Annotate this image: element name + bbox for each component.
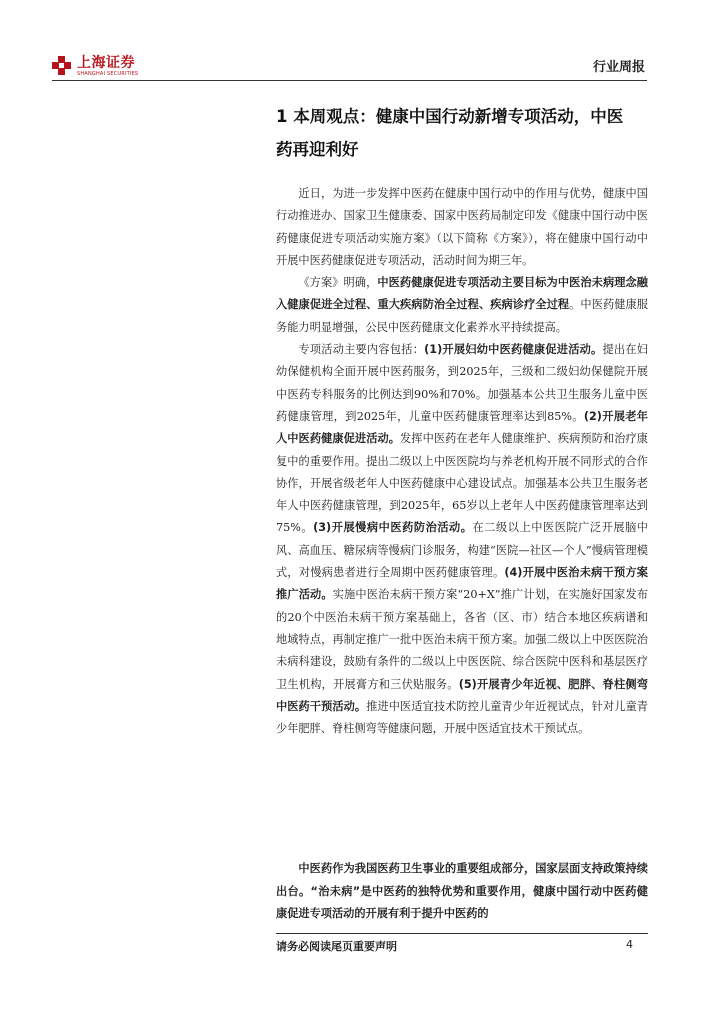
paragraph-intro: 近日，为进一步发挥中医药在健康中国行动中的作用与优势，健康中国行动推进办、国家卫生健康委、国家中医药局制定印发《健康中国行动中医药健康促进专项活动实施方案》（以下简称《方案》），将在健康中国行动中开展中医药健康促进专项活动，活动时间为期三年。 bbox=[276, 187, 648, 267]
goals-tail: 。中医药健康服务能力明显增强，公民中医药健康文化素养水平持续提高。 bbox=[276, 298, 648, 334]
logo-english-name: SHANGHAI SECURITIES bbox=[77, 71, 139, 77]
goals-emphasis: 中医药健康促进专项活动主要目标为中医治未病理念融入健康促进全过程、重大疾病防治全过程、疾病诊疗全过程 bbox=[276, 276, 648, 312]
activity-2-text: 发挥中医药在老年人健康维护、疾病预防和治疗康复中的重要作用。提出二级以上中医医院均与养老机构开展不同形式的合作协作，开展省级老年人中医药健康中心建设试点。加强基本公共卫生服务老年人中医药健康管理，到2025年，65岁以上老年人中医药健康管理率达到75%。 bbox=[276, 432, 648, 535]
activities-lead: 专项活动主要内容包括： bbox=[298, 343, 425, 357]
paragraph-goals bbox=[276, 272, 648, 339]
header-divider bbox=[52, 80, 647, 81]
report-type-label: 行业周报 bbox=[592, 60, 645, 75]
page-number: 4 bbox=[626, 938, 633, 951]
activity-1-title: (1)开展妇幼中医药健康促进活动。 bbox=[424, 343, 603, 357]
section-heading-line2: 药再迎利好 bbox=[276, 140, 359, 159]
section-heading bbox=[276, 100, 648, 166]
summary-text: 中医药作为我国医药卫生事业的重要组成部分，国家层面支持政策持续出台。“治未病”是中医药的独特优势和重要作用，健康中国行动中医药健康促进专项活动的开展有利于提升中医药的 bbox=[276, 862, 648, 920]
body-text bbox=[276, 183, 648, 740]
activity-3-title: (3)开展慢病中医药防治活动。 bbox=[313, 521, 473, 535]
logo-mark-icon bbox=[52, 56, 72, 76]
activity-4-title: (4)开展中医治未病干预方案推广活动。 bbox=[276, 566, 648, 602]
activity-5-text: 推进中医适宜技术防控儿童青少年近视试点，针对儿童青少年肥胖、脊柱侧弯等健康问题，开展中医适宜技术干预试点。 bbox=[276, 699, 648, 736]
activity-4-text: 实施中医治未病干预方案“20+X”推广计划，在实施好国家发布的20个中医治未病干预方案基础上，各省（区、市）结合本地区疾病谱和地域特点，再制定推广一批中医治未病干预方案。加强二级以上中医医院治未病科建设，鼓励有条件的二级以上中医医院、综合医院中医科和基层医疗卫生机构，开展膏方和三伏贴服务。 bbox=[276, 588, 648, 691]
logo-chinese-name: 上海证券 bbox=[77, 55, 135, 71]
summary-paragraph bbox=[276, 858, 648, 926]
footer-divider bbox=[276, 933, 648, 934]
activity-5-title: (5)开展青少年近视、肥胖、脊柱侧弯中医药干预活动。 bbox=[276, 677, 648, 713]
activity-2-title: (2)开展老年人中医药健康促进活动。 bbox=[276, 409, 648, 446]
goals-lead: 《方案》明确， bbox=[298, 276, 378, 290]
activity-3-text: 在二级以上中医医院广泛开展脑中风、高血压、糖尿病等慢病门诊服务，构建“医院—社区—个人”慢病管理模式，对慢病患者进行全周期中医药健康管理。 bbox=[276, 521, 648, 580]
section-heading-line1: 1 本周观点：健康中国行动新增专项活动，中医 bbox=[276, 107, 624, 126]
footer-disclaimer: 请务必阅读尾页重要声明 bbox=[276, 940, 397, 953]
paragraph-activities bbox=[276, 339, 648, 740]
activity-1-text: 提出在妇幼保健机构全面开展中医药服务，到2025年，三级和二级妇幼保健院开展中医药专科服务的比例达到90%和70%。加强基本公共卫生服务儿童中医药健康管理，到2025年，儿童中医药健康管理率达到85%。 bbox=[276, 343, 648, 423]
company-logo bbox=[52, 56, 138, 77]
